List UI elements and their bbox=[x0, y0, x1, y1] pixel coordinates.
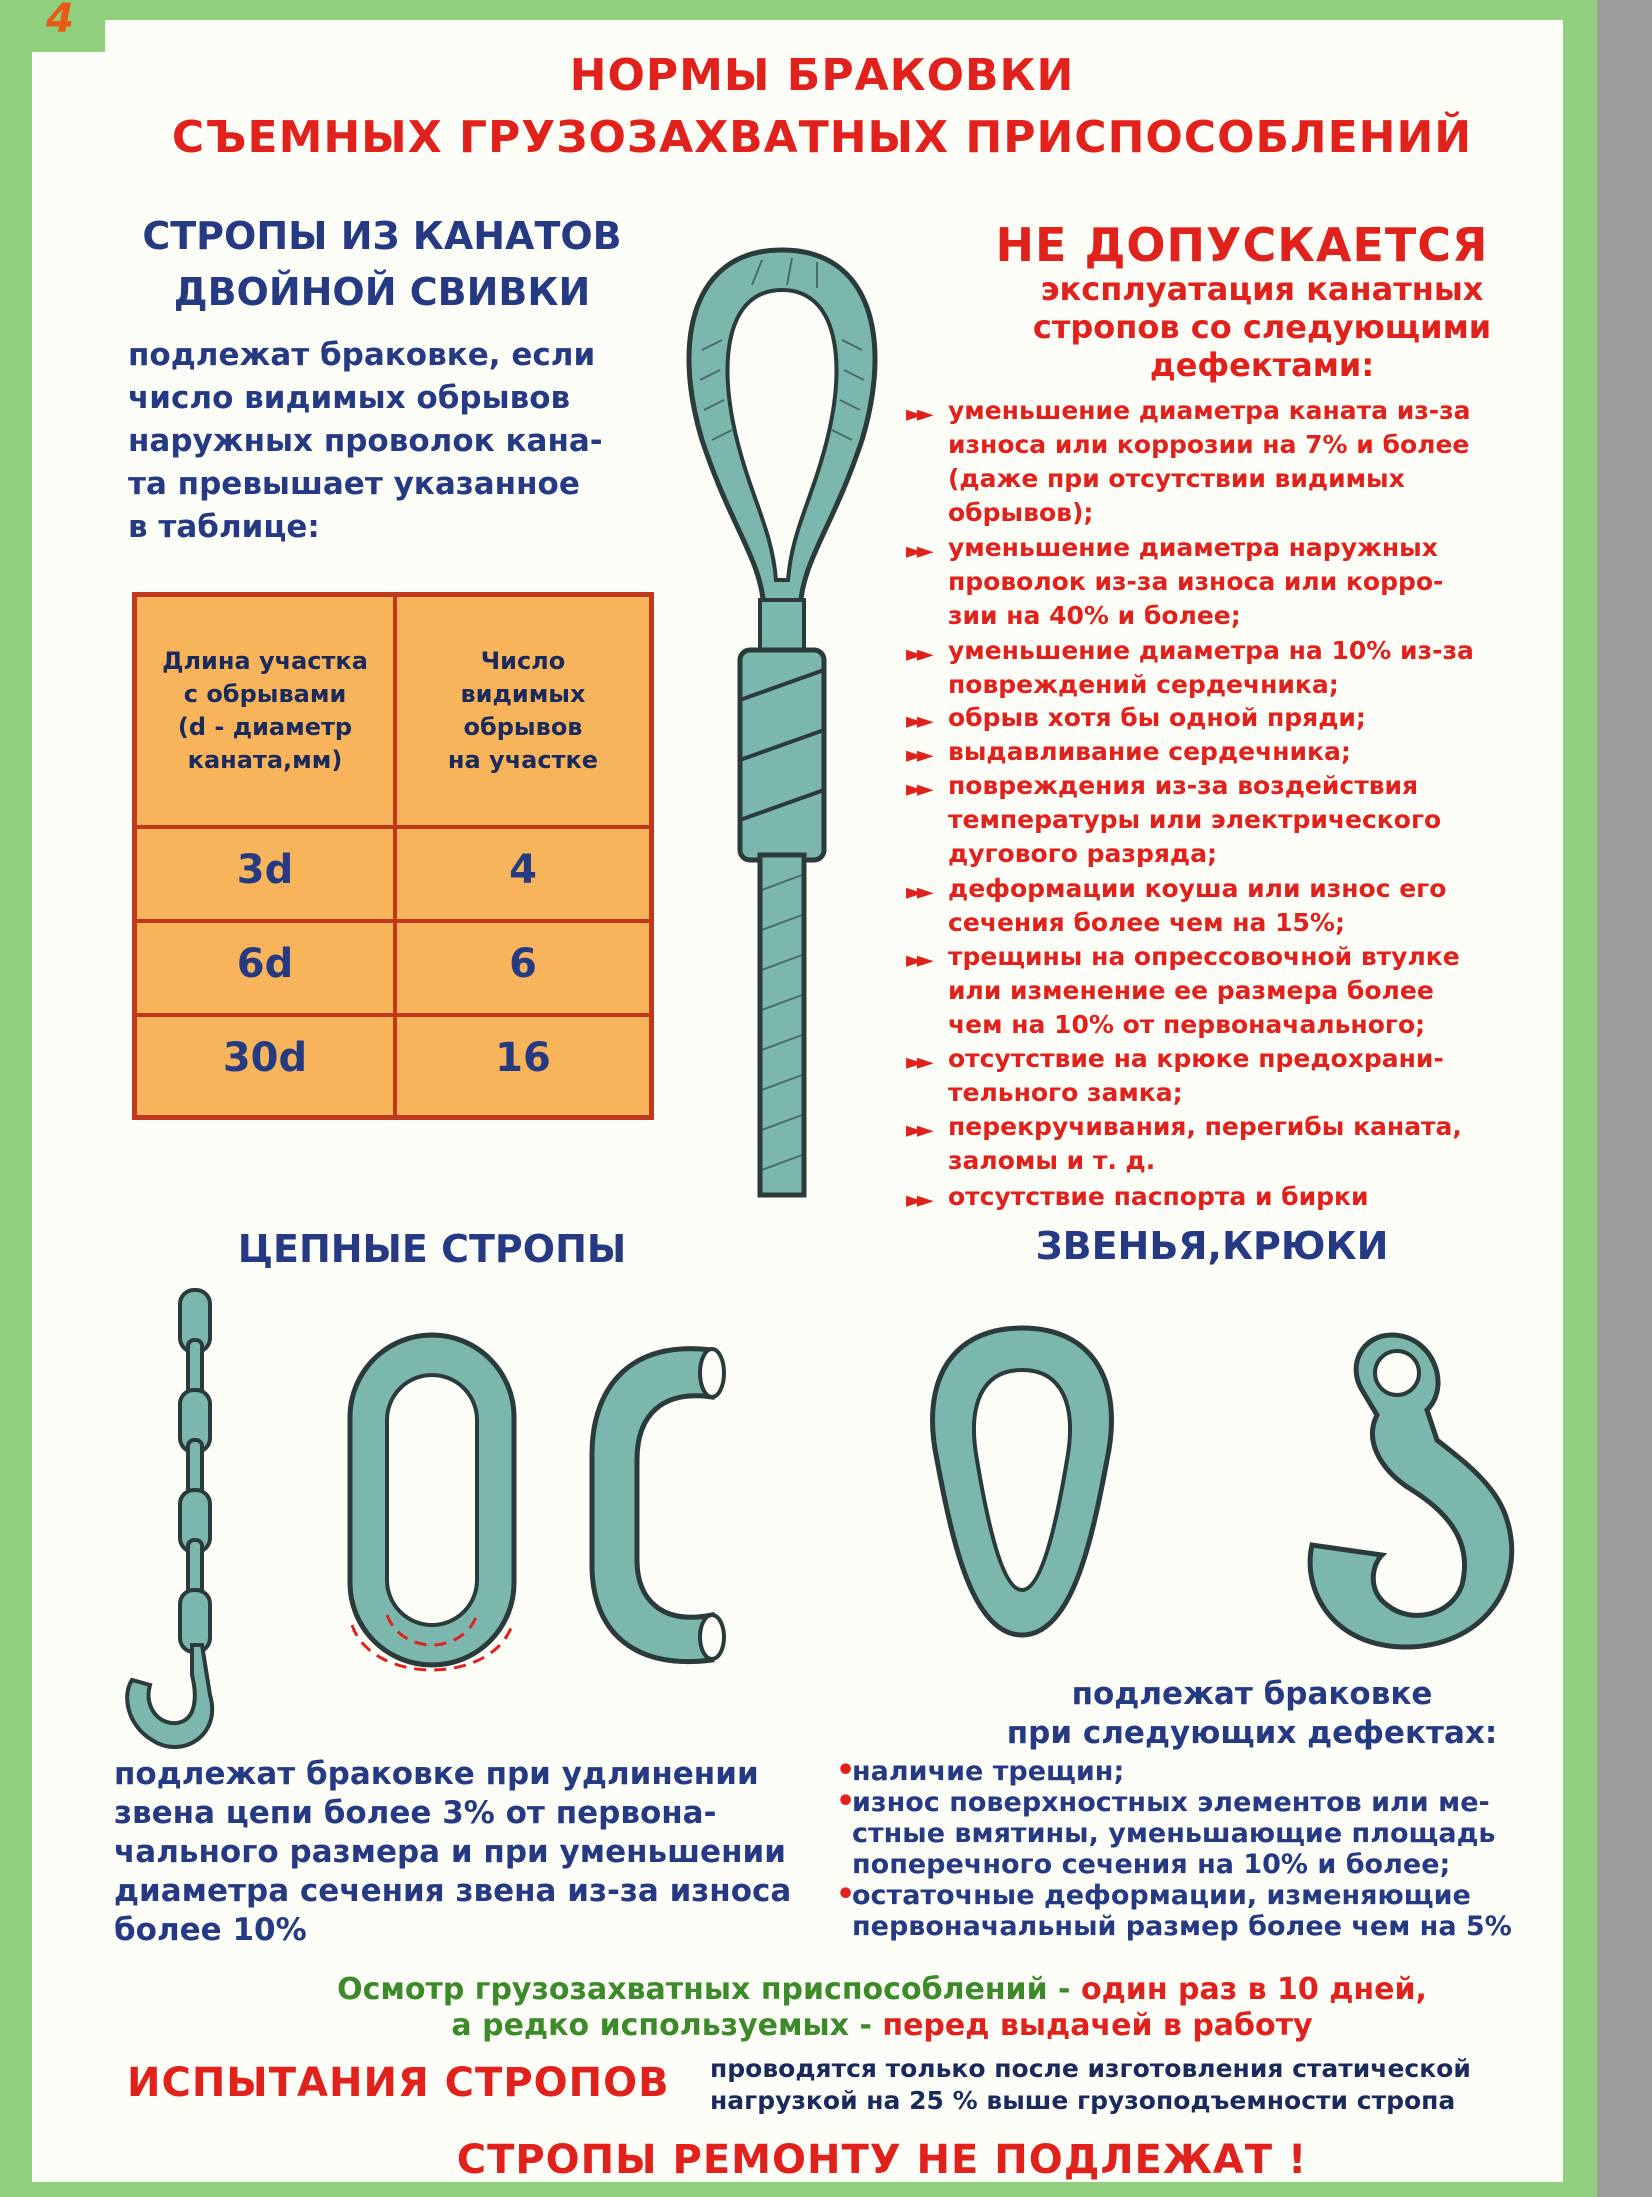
no-repair-footer: СТРОПЫ РЕМОНТУ НЕ ПОДЛЕЖАТ ! bbox=[456, 2137, 1308, 2183]
poster-content bbox=[32, 20, 1563, 2182]
arrow-bullet-icon: ►► bbox=[906, 1118, 928, 1143]
defect-item: ►► уменьшение диаметра на 10% из-за повреждений сердечника; bbox=[906, 636, 1474, 699]
links-defect-item: • наличие трещин; bbox=[836, 1753, 1125, 1788]
page-number-tab bbox=[0, 0, 105, 52]
rope-break-table bbox=[132, 592, 654, 1120]
defect-item: ►► отсутствие на крюке предохрани- тельного замка; bbox=[906, 1044, 1444, 1107]
inspection-text: а редко используемых - bbox=[451, 2008, 883, 2043]
not-allowed-subheading: эксплуатация канатных стропов со следующими дефектами: bbox=[1032, 270, 1492, 384]
not-allowed-heading: НЕ ДОПУСКАЕТСЯ bbox=[995, 218, 1489, 272]
links-hooks-subheading: подлежат браковке при следующих дефектах: bbox=[1006, 1676, 1498, 1751]
hook-illustration bbox=[1302, 1315, 1532, 1665]
table-divider bbox=[137, 1013, 649, 1017]
inspection-text: Осмотр грузозахватных приспособлений - bbox=[337, 1972, 1081, 2007]
bullet-dot-icon: • bbox=[836, 1877, 856, 1912]
defect-item: ►► повреждения из-за воздействия температуры или электрического дугового разряда; bbox=[906, 771, 1442, 868]
arrow-bullet-icon: ►► bbox=[906, 880, 928, 905]
arrow-bullet-icon: ►► bbox=[906, 539, 928, 564]
table-cell: 16 bbox=[495, 1035, 551, 1081]
table-cell: 30d bbox=[222, 1035, 308, 1081]
title-line-1: НОРМЫ БРАКОВКИ bbox=[569, 50, 1075, 101]
links-hooks-heading: ЗВЕНЬЯ,КРЮКИ bbox=[1035, 1224, 1389, 1268]
table-cell: 3d bbox=[236, 847, 294, 893]
rope-sling-illustration bbox=[652, 230, 912, 1210]
arrow-bullet-icon: ►► bbox=[906, 743, 928, 768]
arrow-bullet-icon: ►► bbox=[906, 642, 928, 667]
table-divider bbox=[137, 825, 649, 829]
title-line-2: СЪЕМНЫХ ГРУЗОЗАХВАТНЫХ ПРИСПОСОБЛЕНИЙ bbox=[171, 112, 1473, 163]
bullet-dot-icon: • bbox=[836, 1784, 856, 1819]
defect-item: ►► деформации коуша или износ его сечения более чем на 15%; bbox=[906, 874, 1447, 937]
defect-item: ►► уменьшение диаметра каната из-за износа или коррозии на 7% и более (даже при отсутствии видимых обрывов); bbox=[906, 396, 1471, 527]
defect-item: ►► выдавливание сердечника; bbox=[948, 735, 1548, 769]
rope-slings-heading-2: ДВОЙНОЙ СВИВКИ bbox=[173, 270, 591, 314]
inspection-line-2 bbox=[232, 2008, 1532, 2043]
arrow-bullet-icon: ►► bbox=[906, 402, 928, 427]
arrow-bullet-icon: ►► bbox=[906, 948, 928, 973]
arrow-bullet-icon: ►► bbox=[906, 709, 928, 734]
table-divider bbox=[137, 919, 649, 923]
table-cell: 6d bbox=[236, 941, 294, 987]
defect-item: ►► трещины на опрессовочной втулке или изменение ее размера более чем на 10% от первоначального; bbox=[906, 942, 1460, 1039]
links-defect-item: • износ поверхностных элементов или ме- стные вмятины, уменьшающие площадь поперечного сечения на 10% и более; bbox=[836, 1784, 1496, 1880]
arrow-bullet-icon: ►► bbox=[906, 777, 928, 802]
chain-link-worn-illustration bbox=[332, 1325, 532, 1695]
testing-heading: ИСПЫТАНИЯ СТРОПОВ bbox=[127, 2060, 670, 2106]
chain-slings-heading: ЦЕПНЫЕ СТРОПЫ bbox=[237, 1227, 627, 1271]
defect-item: ►► уменьшение диаметра наружных проволок из-за износа или корро- зии на 40% и более; bbox=[906, 533, 1444, 630]
table-header-length: Длина участка с обрывами (d - диаметр каната,мм) bbox=[162, 647, 368, 774]
bullet-dot-icon: • bbox=[836, 1753, 856, 1788]
inspection-line-1 bbox=[232, 1972, 1532, 2007]
inspection-frequency: перед выдачей в работу bbox=[882, 2008, 1313, 2043]
defect-item: ►► перекручивания, перегибы каната, заломы и т. д. bbox=[906, 1112, 1462, 1175]
chain-hook-illustration bbox=[102, 1285, 302, 1765]
page-number: 4 bbox=[46, 0, 74, 42]
table-cell: 4 bbox=[509, 847, 537, 893]
arrow-bullet-icon: ►► bbox=[906, 1188, 928, 1213]
pear-link-illustration bbox=[912, 1320, 1132, 1650]
inspection-frequency: один раз в 10 дней, bbox=[1080, 1972, 1427, 2007]
table-cell: 6 bbox=[509, 941, 537, 987]
arrow-bullet-icon: ►► bbox=[906, 1050, 928, 1075]
defect-item: ►► обрыв хотя бы одной пряди; bbox=[948, 701, 1548, 735]
rope-slings-heading-1: СТРОПЫ ИЗ КАНАТОВ bbox=[142, 214, 622, 258]
table-header-breaks: Число видимых обрывов на участке bbox=[447, 647, 599, 774]
chain-slings-text: подлежат браковке при удлинении звена цепи более 3% от первона- чального размера и при уменьшении диаметра сечения звена из-за износа более 10% bbox=[114, 1756, 792, 1948]
rope-slings-text: подлежат браковке, если число видимых обрывов наружных проволок кана- та превышает указанное в таблице: bbox=[128, 337, 603, 545]
defect-item: ►► отсутствие паспорта и бирки bbox=[948, 1180, 1548, 1214]
testing-text: проводятся только после изготовления статической нагрузкой на 25 % выше грузоподъемности стропа bbox=[710, 2054, 1471, 2115]
chain-link-cracked-illustration bbox=[572, 1335, 742, 1675]
links-defect-item: • остаточные деформации, изменяющие первоначальный размер более чем на 5% bbox=[836, 1877, 1512, 1942]
